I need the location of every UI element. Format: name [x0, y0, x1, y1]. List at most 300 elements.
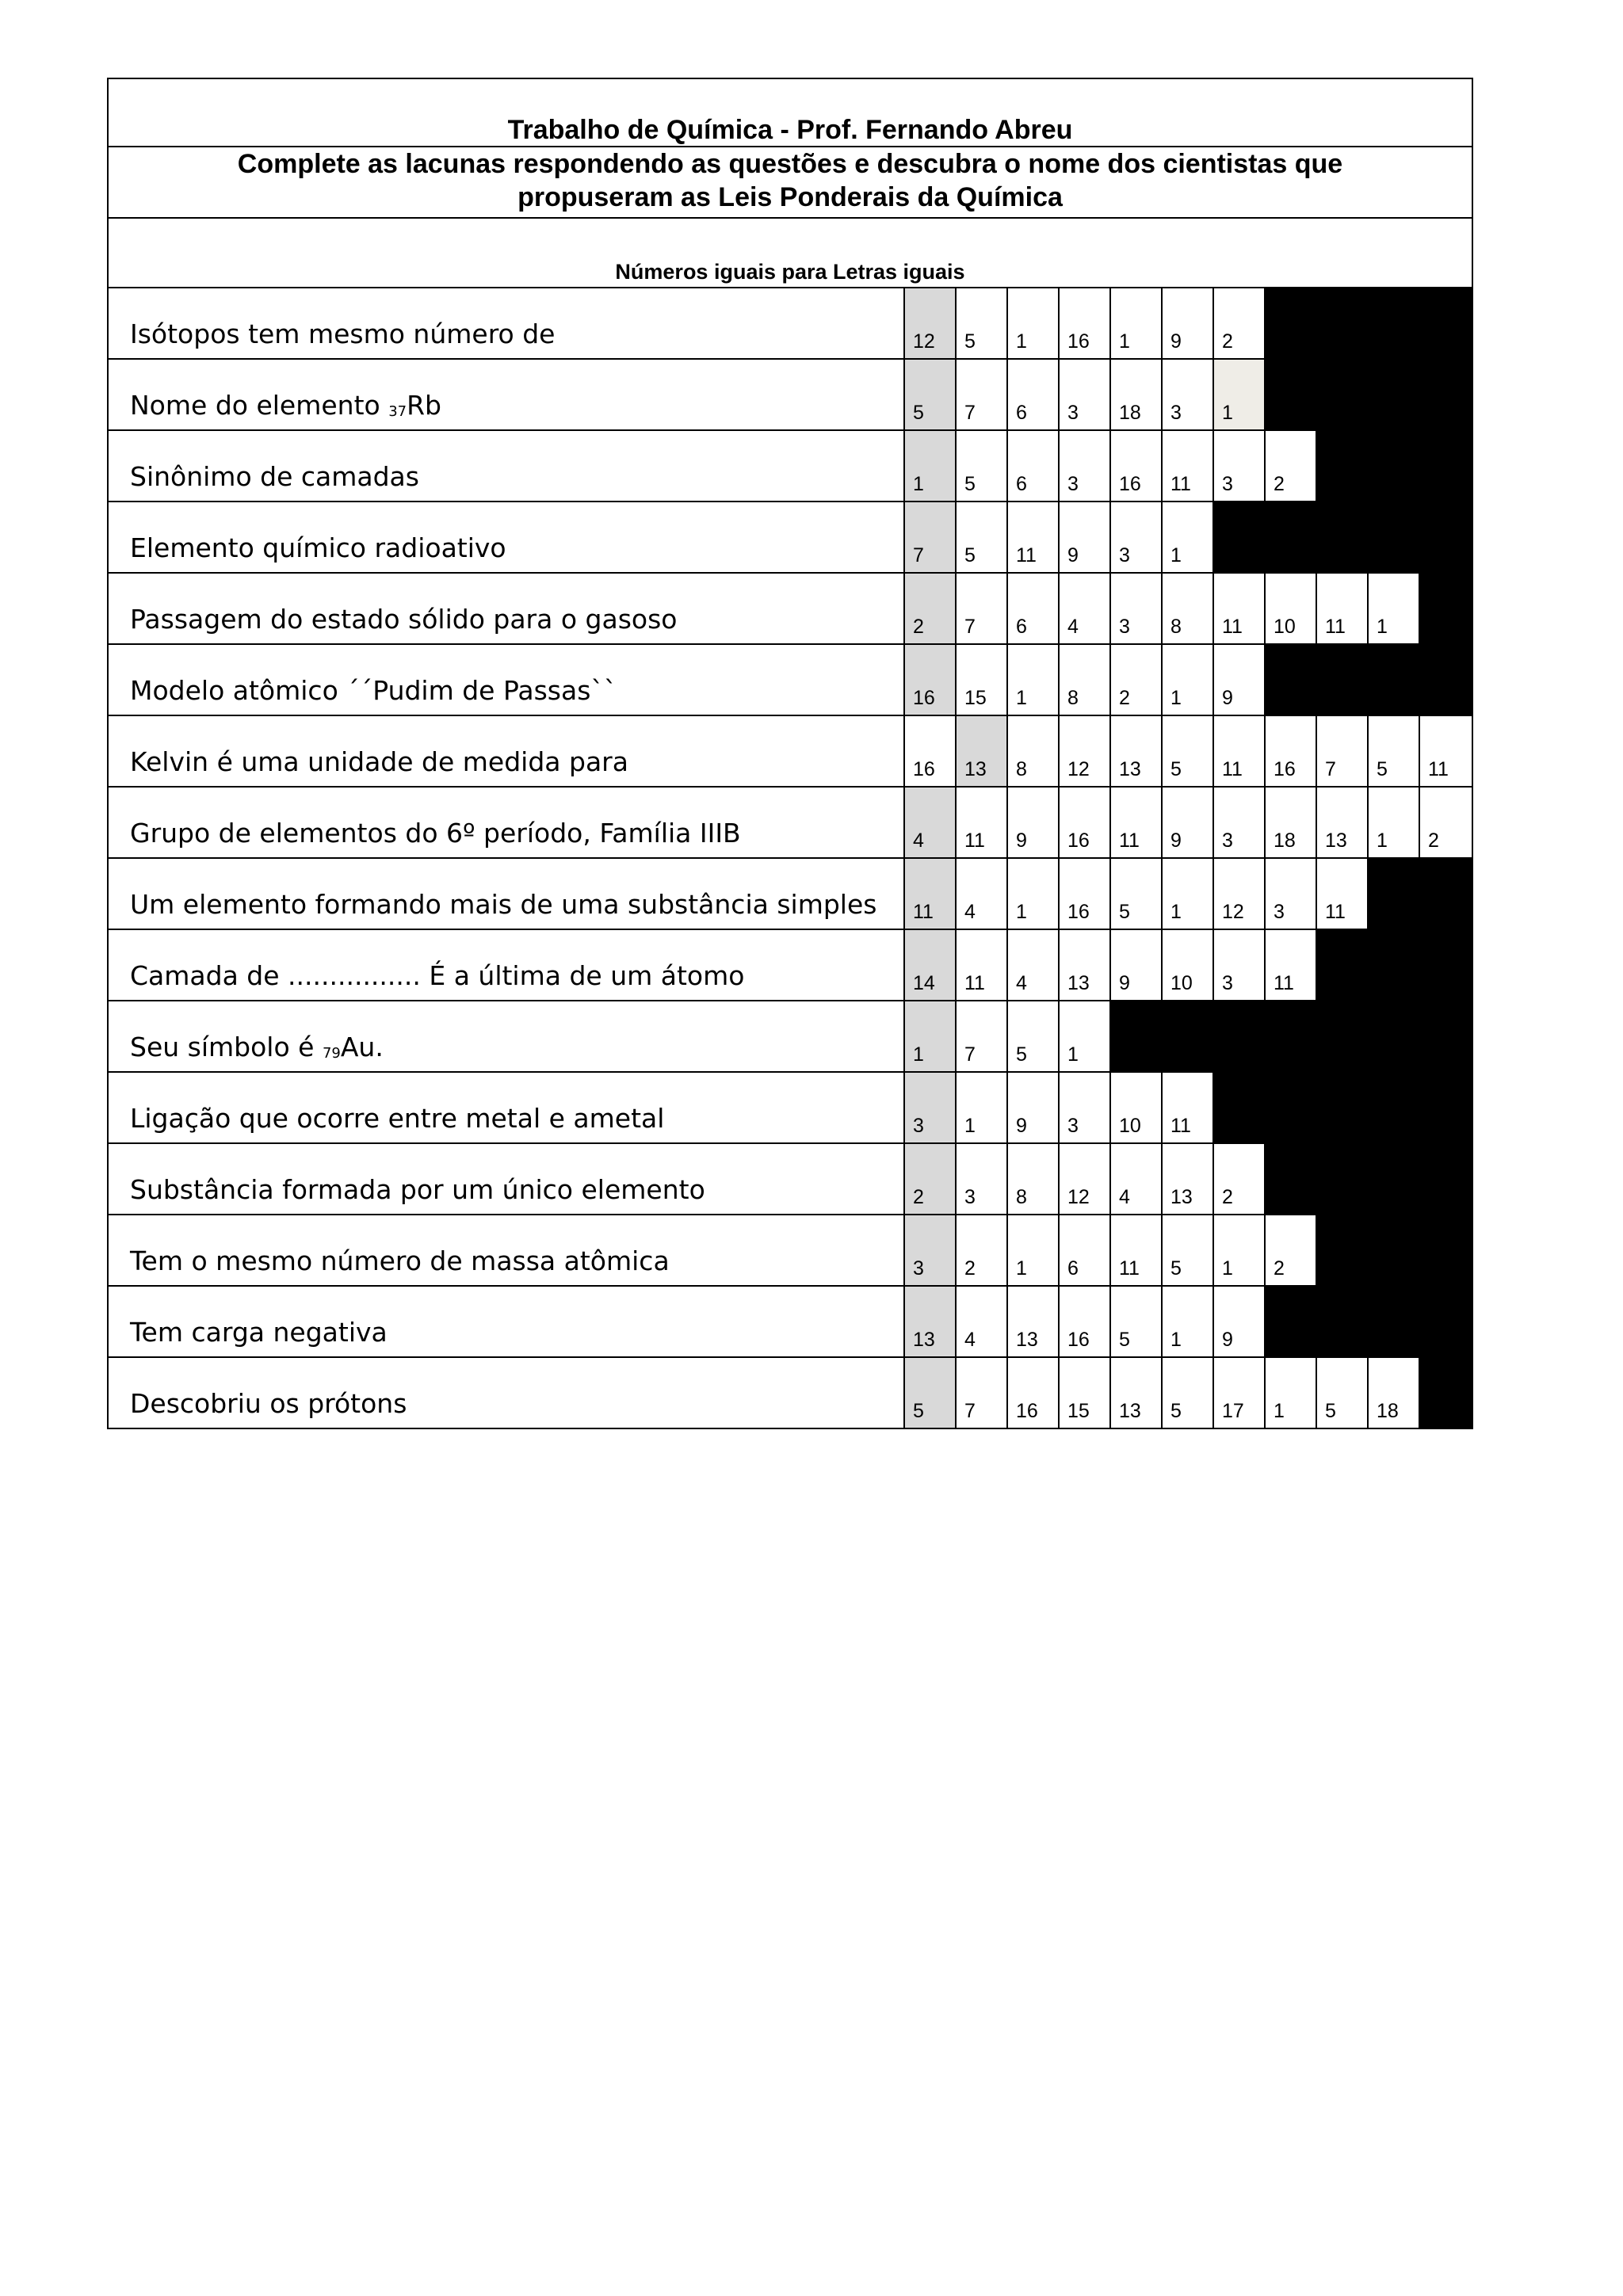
answer-cell[interactable] [1008, 930, 1060, 1000]
letter-code: 10 [1170, 972, 1193, 994]
clue-text-main: Kelvin é uma unidade de medida para [130, 746, 628, 777]
answer-cell[interactable] [1214, 1215, 1266, 1285]
letter-code: 16 [1067, 901, 1090, 923]
answer-cell[interactable] [1369, 788, 1420, 857]
clue-text-main: Seu símbolo é [130, 1032, 323, 1062]
letter-code: 18 [1119, 402, 1141, 424]
blocked-cell [1317, 360, 1369, 429]
atomic-number: 37 [388, 403, 407, 420]
answer-cell[interactable] [1060, 645, 1111, 715]
answer-cell[interactable] [1060, 1287, 1111, 1356]
letter-code: 12 [1067, 1186, 1090, 1208]
letter-code: 18 [1377, 1400, 1399, 1422]
blocked-cell [1111, 1001, 1163, 1071]
answer-cells [905, 1287, 1472, 1356]
answer-cell[interactable] [1060, 574, 1111, 643]
answer-cell[interactable] [1060, 1073, 1111, 1142]
clue-row [109, 788, 1472, 859]
instructions [109, 147, 1472, 219]
letter-code: 2 [1222, 330, 1233, 353]
letter-code: 1 [1377, 616, 1388, 638]
answer-cell[interactable] [1111, 1144, 1163, 1214]
answer-cell[interactable] [1214, 1144, 1266, 1214]
letter-code: 7 [964, 1400, 976, 1422]
letter-code: 1 [1170, 687, 1182, 709]
blocked-cell [1369, 288, 1420, 358]
instructions-line-2: propuseram as Leis Ponderais da Química [517, 182, 1063, 212]
answer-cell[interactable] [1111, 716, 1163, 786]
blocked-cell [1420, 930, 1472, 1000]
answer-cell[interactable] [1214, 645, 1266, 715]
answer-cells [905, 859, 1472, 929]
letter-code: 3 [1274, 901, 1285, 923]
blocked-cell [1420, 859, 1472, 929]
clue-text [109, 502, 905, 572]
answer-cell[interactable] [1111, 645, 1163, 715]
letter-code: 6 [1067, 1257, 1079, 1280]
blocked-cell [1266, 1287, 1317, 1356]
letter-code: 4 [1016, 972, 1027, 994]
answer-cell-key[interactable] [905, 288, 957, 358]
blocked-cell [1369, 1215, 1420, 1285]
clue-text [109, 859, 905, 929]
letter-code: 11 [1222, 758, 1243, 780]
blocked-cell [1369, 1073, 1420, 1142]
answer-cell[interactable] [957, 288, 1008, 358]
letter-code: 1 [1016, 687, 1027, 709]
answer-cell[interactable] [957, 1144, 1008, 1214]
blocked-cell [1214, 1073, 1266, 1142]
answer-cell-key[interactable] [905, 859, 957, 929]
letter-code: 5 [964, 330, 976, 353]
answer-cell[interactable] [1060, 1358, 1111, 1428]
letter-code: 3 [1067, 402, 1079, 424]
blocked-cell [1369, 930, 1420, 1000]
blocked-cell [1369, 859, 1420, 929]
answer-cell[interactable] [1008, 1358, 1060, 1428]
blocked-cell [1317, 645, 1369, 715]
answer-cell[interactable] [1163, 859, 1214, 929]
answer-cell[interactable] [957, 1073, 1008, 1142]
answer-cell[interactable] [1111, 930, 1163, 1000]
answer-cell-key[interactable] [905, 930, 957, 1000]
letter-code: 17 [1222, 1400, 1244, 1422]
answer-cell[interactable] [1420, 788, 1472, 857]
letter-code: 1 [1170, 544, 1182, 566]
answer-cell[interactable] [1163, 1073, 1214, 1142]
answer-cell[interactable] [957, 1001, 1008, 1071]
answer-cell[interactable] [1163, 502, 1214, 572]
answer-cell[interactable] [1214, 859, 1266, 929]
letter-code: 2 [1274, 473, 1285, 495]
answer-cell-key[interactable] [905, 645, 957, 715]
letter-code: 8 [1016, 758, 1027, 780]
letter-code: 3 [913, 1257, 924, 1280]
worksheet [107, 78, 1473, 1429]
blocked-cell [1420, 288, 1472, 358]
answer-cell[interactable] [1060, 716, 1111, 786]
answer-cell[interactable] [1266, 431, 1317, 501]
answer-cell[interactable] [1266, 716, 1317, 786]
clue-row [109, 1215, 1472, 1287]
blocked-cell [1163, 1001, 1214, 1071]
answer-cell[interactable] [1420, 716, 1472, 786]
answer-cell[interactable] [1369, 1358, 1420, 1428]
clue-text [109, 1287, 905, 1356]
answer-cell[interactable] [1111, 360, 1163, 429]
answer-cell[interactable] [1060, 288, 1111, 358]
blocked-cell [1420, 1287, 1472, 1356]
letter-code: 9 [1067, 544, 1079, 566]
clue-text-main: Grupo de elementos do 6º período, Família IIIB [130, 818, 741, 849]
blocked-cell [1266, 1001, 1317, 1071]
answer-cell-key[interactable] [905, 360, 957, 429]
clue-text-main: Tem o mesmo número de massa atômica [130, 1245, 670, 1276]
blocked-cell [1420, 1215, 1472, 1285]
blocked-cell [1369, 431, 1420, 501]
letter-code: 2 [1274, 1257, 1285, 1280]
answer-cell[interactable] [1008, 574, 1060, 643]
clue-row [109, 716, 1472, 788]
answer-cell[interactable] [957, 1287, 1008, 1356]
clue-text [109, 930, 905, 1000]
letter-code: 7 [964, 1043, 976, 1066]
answer-cell[interactable] [1008, 1001, 1060, 1071]
blocked-cell [1420, 1001, 1472, 1071]
letter-code: 2 [1222, 1186, 1233, 1208]
letter-code: 5 [1016, 1043, 1027, 1066]
letter-code: 3 [1067, 473, 1079, 495]
answer-cell[interactable] [957, 859, 1008, 929]
blocked-cell [1317, 1215, 1369, 1285]
blocked-cell [1317, 431, 1369, 501]
clue-row [109, 930, 1472, 1001]
answer-cell[interactable] [1317, 716, 1369, 786]
clue-text-main: Modelo atômico ´´Pudim de Passas`` [130, 675, 617, 706]
blocked-cell [1317, 1001, 1369, 1071]
letter-code: 13 [1119, 1400, 1141, 1422]
answer-cell[interactable] [1060, 930, 1111, 1000]
letter-code: 1 [1222, 1257, 1233, 1280]
clue-row [109, 502, 1472, 574]
answer-cells [905, 431, 1472, 501]
answer-cells [905, 502, 1472, 572]
answer-cell[interactable] [1163, 1144, 1214, 1214]
letter-code: 11 [1428, 758, 1449, 780]
blocked-cell [1317, 1144, 1369, 1214]
answer-cell[interactable] [957, 788, 1008, 857]
letter-code: 18 [1274, 830, 1296, 852]
letter-code: 11 [913, 901, 934, 923]
letter-code: 1 [964, 1115, 976, 1137]
letter-code: 9 [1016, 830, 1027, 852]
letter-code: 3 [913, 1115, 924, 1137]
answer-cell[interactable] [1266, 859, 1317, 929]
answer-cell[interactable] [1317, 1358, 1369, 1428]
answer-cell[interactable] [957, 1215, 1008, 1285]
answer-cell[interactable] [1266, 574, 1317, 643]
letter-code: 4 [964, 1329, 976, 1351]
answer-cell[interactable] [1214, 1358, 1266, 1428]
answer-cell[interactable] [957, 645, 1008, 715]
answer-cell[interactable] [1008, 431, 1060, 501]
answer-cell[interactable] [1008, 502, 1060, 572]
answer-cells [905, 1215, 1472, 1285]
clue-text-main: Isótopos tem mesmo número de [130, 318, 556, 349]
letter-code: 4 [964, 901, 976, 923]
letter-code: 10 [1274, 616, 1296, 638]
clue-row [109, 1287, 1472, 1358]
letter-code: 2 [913, 616, 924, 638]
answer-cell[interactable] [1008, 645, 1060, 715]
letter-code: 5 [913, 402, 924, 424]
answer-cell[interactable] [1163, 360, 1214, 429]
letter-code: 11 [1119, 830, 1140, 852]
clue-row [109, 645, 1472, 716]
clue-text [109, 288, 905, 358]
answer-cell-key[interactable] [957, 716, 1008, 786]
answer-cell[interactable] [1060, 360, 1111, 429]
answer-cell[interactable] [1163, 431, 1214, 501]
letter-code: 5 [964, 473, 976, 495]
answer-cell[interactable] [1214, 1287, 1266, 1356]
letter-code: 6 [1016, 616, 1027, 638]
answer-cell[interactable] [957, 574, 1008, 643]
answer-cell[interactable] [1111, 1287, 1163, 1356]
clue-text [109, 1001, 905, 1071]
answer-cell[interactable] [1163, 1358, 1214, 1428]
letter-code: 13 [1325, 830, 1347, 852]
letter-code: 1 [913, 473, 924, 495]
letter-code: 7 [913, 544, 924, 566]
letter-code: 3 [1067, 1115, 1079, 1137]
answer-cells [905, 645, 1472, 715]
answer-cell[interactable] [1008, 716, 1060, 786]
answer-cell[interactable] [1163, 788, 1214, 857]
answer-cell[interactable] [1317, 788, 1369, 857]
answer-cell[interactable] [1163, 930, 1214, 1000]
clue-text [109, 1073, 905, 1142]
answer-cell[interactable] [1163, 1215, 1214, 1285]
blocked-cell [1317, 502, 1369, 572]
answer-cell[interactable] [1111, 502, 1163, 572]
clue-row [109, 1358, 1472, 1429]
answer-cell[interactable] [1111, 859, 1163, 929]
clue-rows [109, 288, 1472, 1429]
blocked-cell [1420, 502, 1472, 572]
answer-cell-key[interactable] [905, 1358, 957, 1428]
answer-cell[interactable] [1060, 502, 1111, 572]
answer-cell[interactable] [1163, 1287, 1214, 1356]
blocked-cell [1369, 645, 1420, 715]
blocked-cell [1420, 574, 1472, 643]
letter-code: 9 [1119, 972, 1130, 994]
answer-cell[interactable] [1163, 574, 1214, 643]
letter-code: 1 [1377, 830, 1388, 852]
clue-text-main: Sinônimo de camadas [130, 461, 419, 492]
answer-cell[interactable] [1008, 1215, 1060, 1285]
answer-cell[interactable] [1008, 859, 1060, 929]
blocked-cell [1420, 1144, 1472, 1214]
answer-cell[interactable] [1060, 1001, 1111, 1071]
letter-code: 4 [1119, 1186, 1130, 1208]
answer-cell-key[interactable] [905, 788, 957, 857]
answer-cell[interactable] [1111, 1215, 1163, 1285]
answer-cell-key[interactable] [905, 1287, 957, 1356]
clue-row [109, 859, 1472, 930]
letter-code: 11 [1119, 1257, 1140, 1280]
answer-cell[interactable] [1008, 288, 1060, 358]
blocked-cell [1266, 502, 1317, 572]
clue-text [109, 1358, 905, 1428]
answer-cell[interactable] [1060, 788, 1111, 857]
answer-cell-key[interactable] [905, 1215, 957, 1285]
answer-cell-key[interactable] [905, 1144, 957, 1214]
letter-code: 9 [1170, 830, 1182, 852]
answer-cell[interactable] [1369, 716, 1420, 786]
letter-code: 3 [1170, 402, 1182, 424]
answer-cell[interactable] [1266, 788, 1317, 857]
letter-code: 11 [1325, 901, 1346, 923]
letter-code: 13 [1170, 1186, 1193, 1208]
answer-cell[interactable] [1369, 574, 1420, 643]
answer-cell[interactable] [1008, 1073, 1060, 1142]
answer-cell[interactable] [1163, 716, 1214, 786]
letter-code: 3 [1222, 972, 1233, 994]
answer-cell-key[interactable] [905, 574, 957, 643]
blocked-cell [1369, 502, 1420, 572]
answer-cell[interactable] [1111, 1358, 1163, 1428]
letter-code: 5 [1377, 758, 1388, 780]
letter-code: 13 [1067, 972, 1090, 994]
letter-code: 3 [1222, 473, 1233, 495]
letter-code: 9 [1170, 330, 1182, 353]
letter-code: 11 [1170, 1115, 1191, 1137]
letter-code: 5 [1119, 1329, 1130, 1351]
answer-cell[interactable] [957, 431, 1008, 501]
clue-row [109, 1001, 1472, 1073]
answer-cells [905, 1073, 1472, 1142]
letter-code: 16 [1274, 758, 1296, 780]
element-symbol: Au. [340, 1032, 384, 1062]
answer-cell[interactable] [1060, 859, 1111, 929]
clue-text [109, 1215, 905, 1285]
answer-cell-key[interactable] [905, 1001, 957, 1071]
letter-code: 5 [913, 1400, 924, 1422]
answer-cell[interactable] [1111, 1073, 1163, 1142]
letter-code: 12 [1067, 758, 1090, 780]
answer-cell[interactable] [1008, 1287, 1060, 1356]
letter-code: 11 [1170, 473, 1191, 495]
letter-code: 1 [1119, 330, 1130, 353]
answer-cell[interactable] [1163, 288, 1214, 358]
letter-code: 16 [1067, 330, 1090, 353]
answer-cell[interactable] [1008, 360, 1060, 429]
letter-code: 7 [964, 616, 976, 638]
answer-cell[interactable] [1214, 431, 1266, 501]
letter-code: 15 [964, 687, 987, 709]
answer-cell[interactable] [1060, 431, 1111, 501]
answer-cell-key[interactable] [905, 1073, 957, 1142]
letter-code: 13 [964, 758, 987, 780]
clue-text [109, 716, 905, 786]
answer-cell[interactable] [1266, 1215, 1317, 1285]
answer-cell[interactable] [1008, 1144, 1060, 1214]
blocked-cell [1317, 1287, 1369, 1356]
clue-row [109, 574, 1472, 645]
clue-text [109, 645, 905, 715]
letter-code: 13 [1119, 758, 1141, 780]
letter-code: 16 [1067, 1329, 1090, 1351]
answer-cell[interactable] [1214, 788, 1266, 857]
answer-cell[interactable] [1266, 1358, 1317, 1428]
blocked-cell [1420, 645, 1472, 715]
letter-code: 16 [913, 758, 935, 780]
answer-cell[interactable] [957, 1358, 1008, 1428]
letter-code: 9 [1222, 687, 1233, 709]
answer-cell[interactable] [1060, 1215, 1111, 1285]
letter-code: 11 [964, 830, 985, 852]
answer-cell[interactable] [1008, 788, 1060, 857]
blocked-cell [1420, 1358, 1472, 1428]
answer-cell[interactable] [1317, 574, 1369, 643]
atomic-number: 79 [322, 1045, 341, 1062]
answer-cells [905, 288, 1472, 358]
answer-cell-key[interactable] [905, 431, 957, 501]
answer-cell[interactable] [905, 716, 957, 786]
letter-code: 5 [1170, 758, 1182, 780]
answer-cell[interactable] [1111, 431, 1163, 501]
clue-text-main: Substância formada por um único elemento [130, 1174, 705, 1205]
answer-cell[interactable] [1214, 360, 1266, 429]
answer-cell[interactable] [957, 502, 1008, 572]
letter-code: 7 [964, 402, 976, 424]
letter-code: 16 [1067, 830, 1090, 852]
blocked-cell [1420, 1073, 1472, 1142]
answer-cell[interactable] [1111, 788, 1163, 857]
answer-cell[interactable] [1214, 574, 1266, 643]
letter-code: 11 [964, 972, 985, 994]
answer-cell[interactable] [1317, 859, 1369, 929]
letter-code: 10 [1119, 1115, 1141, 1137]
answer-cell[interactable] [1266, 930, 1317, 1000]
clue-text [109, 1144, 905, 1214]
answer-cell[interactable] [1111, 288, 1163, 358]
answer-cell[interactable] [957, 360, 1008, 429]
letter-code: 1 [1170, 1329, 1182, 1351]
answer-cell[interactable] [1163, 645, 1214, 715]
clue-text [109, 788, 905, 857]
answer-cell[interactable] [1111, 574, 1163, 643]
letter-code: 5 [1170, 1257, 1182, 1280]
answer-cells [905, 716, 1472, 786]
answer-cell[interactable] [1214, 716, 1266, 786]
letter-code: 2 [1119, 687, 1130, 709]
letter-code: 1 [913, 1043, 924, 1066]
answer-cell-key[interactable] [905, 502, 957, 572]
letter-code: 7 [1325, 758, 1336, 780]
blocked-cell [1266, 1144, 1317, 1214]
letter-code: 6 [1016, 402, 1027, 424]
answer-cell[interactable] [957, 930, 1008, 1000]
letter-code: 3 [1222, 830, 1233, 852]
blocked-cell [1214, 502, 1266, 572]
answer-cell[interactable] [1214, 288, 1266, 358]
answer-cell[interactable] [1060, 1144, 1111, 1214]
answer-cell[interactable] [1214, 930, 1266, 1000]
worksheet-table [107, 78, 1473, 1429]
letter-code: 3 [1119, 544, 1130, 566]
